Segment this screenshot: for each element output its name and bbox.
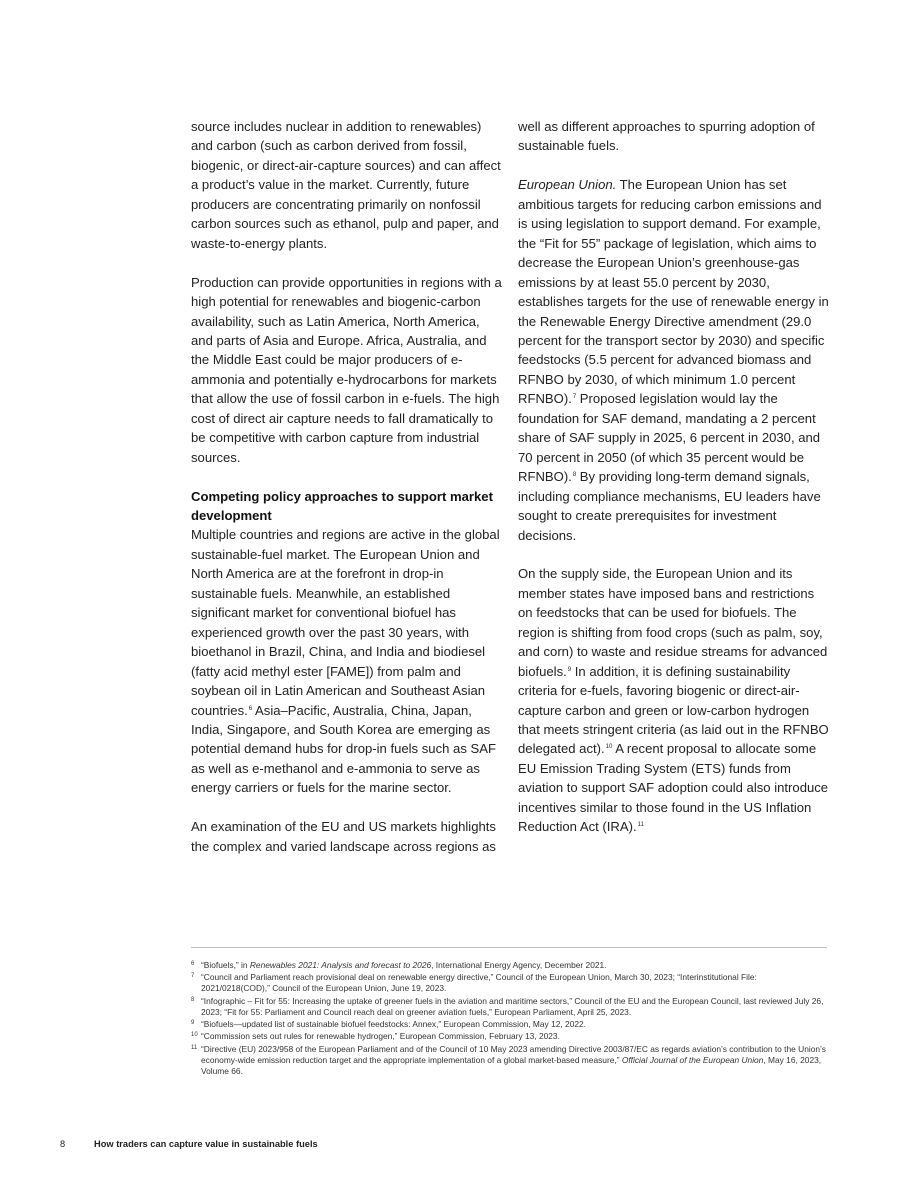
text-run: In addition, it is defining sustainability criteria for e-fuels, favoring biogenic or direct-air-capture carbon and green or low-carbon hydrogen that meets stringent criteria (as laid out in the RFNBO delegated act). — [518, 663, 829, 757]
paragraph: source includes nuclear in addition to renewables) and carbon (such as carbon derived from fossil, biogenic, or direct-air-capture sources) and can affect a product’s value in the market. Currently, future producers are concentrating primarily on nonfossil carbon sources such as ethanol, pulp and paper, and waste-to-energy plants. — [191, 119, 501, 251]
footnote-text: “Infographic – Fit for 55: Increasing the uptake of greener fuels in the aviation and maritime sectors,” Council of the EU and the European Council, last reviewed July 26, 2023; “Fit for 55: Parliament and Council reach deal on greener aviation fuels,” European Parliament, April 25, 2023. — [201, 995, 824, 1017]
text-run: A recent proposal to allocate some EU Emission Trading System (ETS) funds from aviation to support SAF adoption could also introduce incentives similar to those found in the US Inflation Reduction Act (IRA). — [518, 741, 829, 835]
footnote-ref[interactable]: 11 — [637, 822, 644, 829]
text-run: On the supply side, the European Union and its member states have imposed bans and restrictions on feedstocks that can be used for biofuels. The region is shifting from food crops (such as palm, soy, and corn) to waste and residue streams for advanced biofuels. — [518, 566, 828, 679]
publication-title: Renewables 2021: Analysis and forecast to 2026 — [249, 960, 432, 970]
footnote-number: 9 — [191, 1020, 195, 1027]
run-in-heading: European Union. — [518, 177, 617, 193]
footnote-number: 7 — [191, 973, 195, 980]
text-run: The European Union has set ambitious targets for reducing carbon emissions and is using legislation to support demand. For example, the “Fit for 55” package of legislation, which aims to decrease the European Union’s greenhouse-gas emissions by at least 55.0 percent by 2030, establishes targets for the use of renewable energy in the Renewable Energy Directive amendment (29.0 percent for the transport sector by 2030) and specific feedstocks (5.5 percent for advanced biomass and RFNBO by 2030, of which minimum 1.0 percent RFNBO). — [518, 177, 829, 407]
section-heading: Competing policy approaches to support market development — [191, 488, 493, 524]
footnote-text: “Biofuels—updated list of sustainable biofuel feedstocks: Annex,” European Commission, May 12, 2022. — [201, 1019, 586, 1030]
footnote — [191, 1019, 827, 1030]
footnote-ref[interactable]: 10 — [605, 744, 613, 751]
text-run: Asia–Pacific, Australia, China, Japan, India, Singapore, and South Korea are emerging as potential demand hubs for drop-in fuels such as SAF as well as e-methanol and e-ammonia to serve as energy carriers or fuels for the marine sector. — [191, 702, 496, 796]
left-column — [191, 117, 503, 856]
footnotes — [191, 960, 827, 1078]
footnote — [191, 1044, 827, 1077]
footnote — [191, 972, 827, 994]
footnote-ref[interactable]: 8 — [572, 472, 577, 479]
publication-title: Official Journal of the European Union — [621, 1054, 764, 1065]
footnote-text — [201, 1044, 827, 1077]
footnote-text: “Council and Parliament reach provisional deal on renewable energy directive,” Council of the European Union, March 30, 2023; “Interinstitutional File: 2021/0218(COD),” Council of the European Union, June 19, 2023. — [201, 972, 757, 994]
paragraph — [518, 175, 830, 545]
paragraph — [191, 525, 503, 797]
page-footer — [60, 1139, 318, 1149]
text-run: , May 16, 2023, Volume 66. — [201, 1054, 822, 1076]
footnote-ref[interactable]: 9 — [567, 666, 572, 673]
footnote-number: 8 — [191, 996, 195, 1003]
paragraph: well as different approaches to spurring adoption of sustainable fuels. — [518, 119, 815, 154]
footnote-number: 10 — [191, 1032, 198, 1039]
footnote-divider — [191, 947, 827, 948]
footnote-text: “Commission sets out rules for renewable hydrogen,” European Commission, February 13, 2023. — [201, 1031, 560, 1042]
right-column — [518, 117, 830, 837]
footnote-number: 6 — [191, 961, 195, 967]
footnote-number: 11 — [191, 1044, 198, 1051]
text-run: “Biofuels,” in — [201, 960, 250, 970]
text-run: Proposed legislation would lay the foundation for SAF demand, mandating a 2 percent share of SAF supply in 2025, 6 percent in 2030, and 70 percent in 2050 (of which 35 percent would be RFNBO). — [518, 391, 821, 485]
footnote — [191, 996, 827, 1018]
paragraph — [518, 564, 830, 836]
paragraph: An examination of the EU and US markets highlights the complex and varied landscape across regions as — [191, 819, 496, 854]
paragraph: Production can provide opportunities in regions with a high potential for renewables and biogenic-carbon availability, such as Latin America, North America, and parts of Asia and Europe. Africa, Australia, and the Middle East could be major producers of e-ammonia and potentially e-hydrocarbons for markets that allow the use of fossil carbon in e-fuels. The high cost of direct air capture needs to fall dramatically to be competitive with carbon capture from industrial sources. — [191, 274, 502, 465]
text-run: By providing long-term demand signals, including compliance mechanisms, EU leaders have sought to create prerequisites for investment decisions. — [518, 469, 821, 543]
text-run: “Directive (EU) 2023/958 of the European Parliament and of the Council of 10 May 2023 amending Directive 2003/87/EC as regards aviation’s contribution to the Union’s economy-wide emission reduction target and the appropriate implementation of a global market-based measure,” — [201, 1043, 826, 1065]
footnote-ref[interactable]: 7 — [572, 394, 577, 401]
text-run: Multiple countries and regions are active in the global sustainable-fuel market. The European Union and North America are at the forefront in drop-in sustainable fuels. Meanwhile, an established significant market for conventional biofuel has experienced growth over the past 30 years, with bioethanol in Brazil, China, and India and biodiesel (fatty acid methyl ester [FAME]) from palm and soybean oil in Latin American and Southeast Asian countries. — [191, 527, 500, 718]
footnote-ref[interactable]: 6 — [248, 705, 253, 712]
document-title: How traders can capture value in sustainable fuels — [94, 1139, 318, 1149]
text-run: , International Energy Agency, December 2021. — [431, 960, 607, 970]
footnote-text — [201, 960, 827, 971]
footnote — [191, 960, 827, 971]
page-number: 8 — [60, 1139, 66, 1149]
footnote — [191, 1031, 827, 1042]
